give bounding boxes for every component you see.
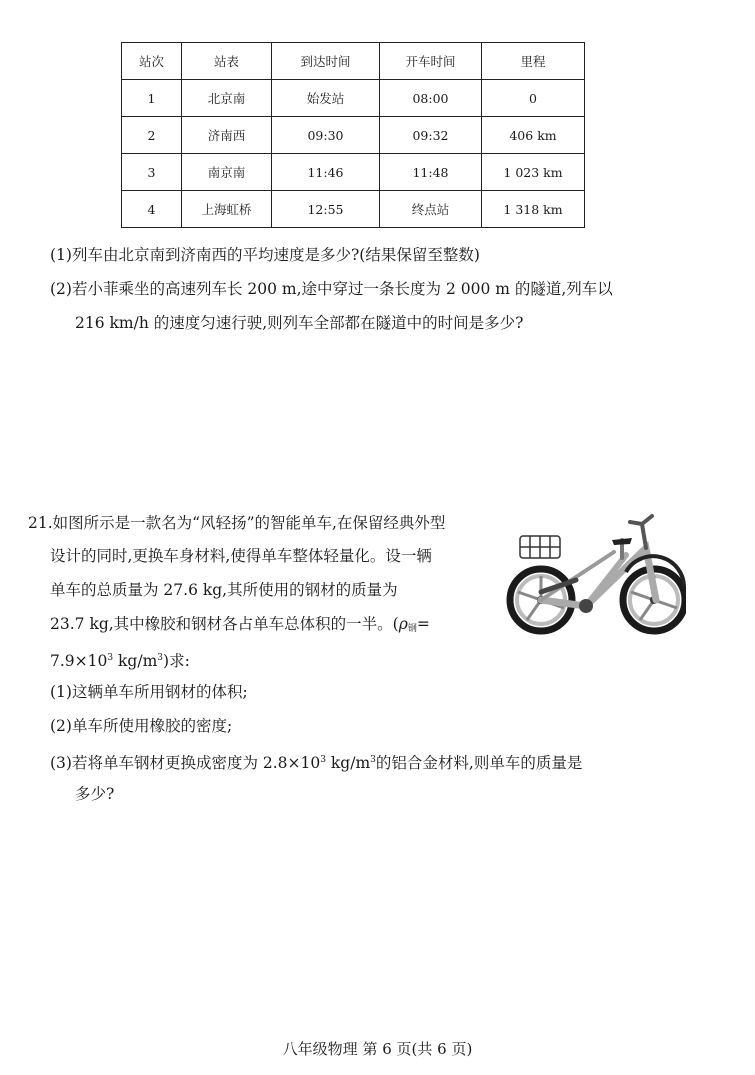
table-header-row: [122, 43, 585, 80]
q20-part2-line1: (2)若小菲乘坐的高速列车长 200 m,途中穿过一条长度为 2 000 m 的隧道,列车以: [50, 280, 613, 298]
q21-line4-text: 23.7 kg,其中橡胶和钢材各占单车总体积的一半。(: [50, 615, 399, 633]
q21-sub3-text: (3)若将单车钢材更换成密度为 2.8×10: [50, 754, 321, 772]
table-cell: 终点站: [380, 191, 482, 228]
table-cell: 北京南: [182, 80, 272, 117]
table-cell: 济南西: [182, 117, 272, 154]
basket: [520, 536, 560, 558]
table-cell: 2: [122, 117, 182, 154]
table-cell: 4: [122, 191, 182, 228]
equals-sign: =: [416, 615, 430, 633]
table-cell: 11:46: [272, 154, 380, 191]
table-cell: 11:48: [380, 154, 482, 191]
exponent: 3: [370, 755, 376, 765]
table-cell: 1 023 km: [482, 154, 585, 191]
table-cell: 南京南: [182, 154, 272, 191]
bicycle-image: [506, 510, 686, 636]
pedal: [579, 599, 593, 613]
exponent: 3: [157, 653, 164, 663]
exponent: 3: [320, 755, 326, 765]
header-distance: 里程: [482, 43, 585, 80]
q21-sub1: (1)这辆单车所用钢材的体积;: [50, 683, 248, 701]
unit: kg/m: [325, 754, 371, 772]
q21-sub3-line2: 多少?: [75, 785, 115, 803]
table-cell: 1: [122, 80, 182, 117]
table-row: [122, 80, 585, 117]
table-cell: 3: [122, 154, 182, 191]
table-row: [122, 154, 585, 191]
header-station: 站表: [182, 43, 272, 80]
rho-subscript: 钢: [407, 624, 417, 634]
table-cell: 09:30: [272, 117, 380, 154]
steel-density-value: 7.9×10: [50, 652, 108, 670]
table-cell: 09:32: [380, 117, 482, 154]
table-cell: 08:00: [380, 80, 482, 117]
q20-part1: (1)列车由北京南到济南西的平均速度是多少?(结果保留至整数): [50, 246, 480, 264]
table-cell: 0: [482, 80, 585, 117]
q20-part2-line2: 216 km/h 的速度匀速行驶,则列车全部都在隧道中的时间是多少?: [75, 314, 524, 332]
q21-sub2: (2)单车所使用橡胶的密度;: [50, 717, 233, 735]
timetable: [121, 42, 585, 228]
q21-sub3-end: 的铝合金材料,则单车的质量是: [375, 754, 583, 772]
table-cell: 406 km: [482, 117, 585, 154]
rho-symbol: ρ: [398, 615, 408, 633]
saddle: [612, 538, 632, 545]
header-station-no: 站次: [122, 43, 182, 80]
table-cell: 1 318 km: [482, 191, 585, 228]
table-row: [122, 191, 585, 228]
unit: kg/m: [113, 652, 158, 670]
header-arrival: 到达时间: [272, 43, 380, 80]
table-cell: 上海虹桥: [182, 191, 272, 228]
q21-line2: 设计的同时,更换车身材料,使得单车整体轻量化。设一辆: [50, 547, 432, 565]
table-cell: 12:55: [272, 191, 380, 228]
header-departure: 开车时间: [380, 43, 482, 80]
q21-line3: 单车的总质量为 27.6 kg,其所使用的钢材的质量为: [50, 581, 398, 599]
table-cell: 始发站: [272, 80, 380, 117]
page-footer: 八年级物理 第 6 页(共 6 页): [282, 1040, 473, 1058]
exponent: 3: [107, 653, 114, 663]
q21-line5: [50, 648, 190, 671]
q21-line4: [50, 614, 430, 639]
q21-line1: 21.如图所示是一款名为“风轻扬”的智能单车,在保留经典外型: [28, 514, 446, 532]
table-row: [122, 117, 585, 154]
q21-sub3: [50, 750, 582, 773]
q21-line5-end: )求:: [163, 652, 190, 670]
